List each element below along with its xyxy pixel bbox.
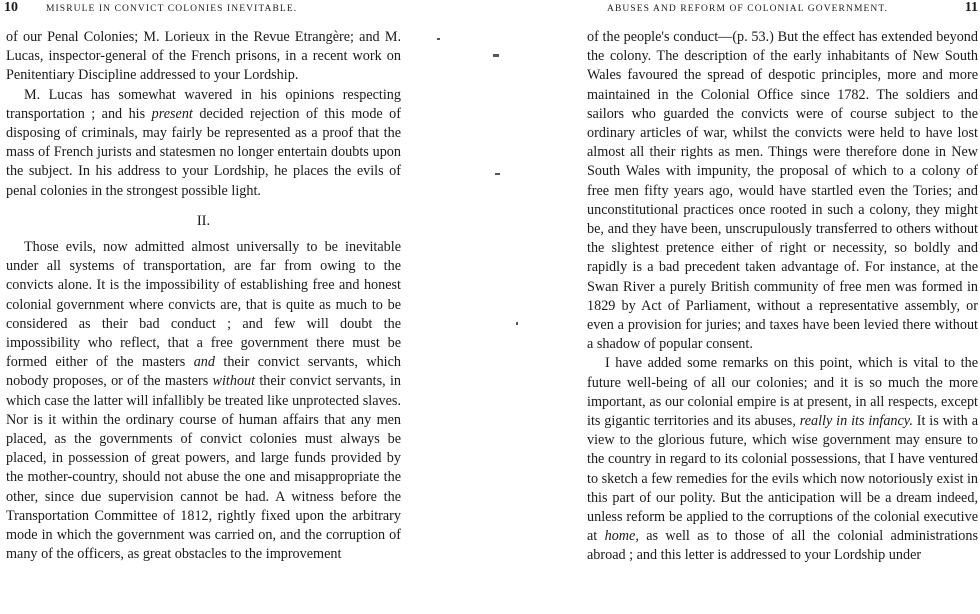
left-running-head: MISRULE IN CONVICT COLONIES INEVITABLE. (46, 4, 298, 14)
left-page-number: 10 (4, 0, 18, 15)
left-page-header (0, 0, 405, 18)
gutter-speck (493, 54, 499, 57)
left-page (0, 0, 405, 614)
right-paragraph-2: I have added some remarks on this point, which is vital to the future well-being of all our colonies; and it is so much the more important, as our colonial empire is at present, in all respects, except its gigantic territories and its abuses, really in its infancy. It is with a view to the glorious future, which wise government may ensure to the country in regard to its colonial possessions, that I have ventured to sketch a few remedies for the evils which now notoriously exist in this part of our polity. But the anticipation will be a dream indeed, unless reform be applied to the corruptions of the colonial executive at home, as well as to those of all the colonial administrations abroad ; and this letter is addressed to your Lordship under (587, 355, 979, 564)
right-paragraph-1: of the people's conduct—(p. 53.) But the effect has extended beyond the colony. The description of the early inhabitants of New South Wales favoured the spread of despotic principles, more and more maintained in the Colonial Office since 1782. The soldiers and sailors who guarded the convicts were of course subject to the ordinary articles of war, whilst the convicts were held to have lost almost all their rights as men. Things were therefore done in New South Wales with impunity, the proposal of which to a colony of free men fifty years ago, would have startled even the Tories; and unconstitutional practices once rooted in such a colony, they might be, and they have been, unscrupulously transferred to others without the slightest pretence either of right or necessity, so boldly and rapidly is a bad precedent taken advantage of. For instance, at the Swan River a purely British community of free men was formed in 1829 by Act of Parliament, without a representative assembly, or even a provision for juries; and taxes have been levied there without a shadow of popular consent. (587, 29, 978, 353)
gutter-speck (516, 322, 518, 325)
gutter-speck (495, 173, 500, 175)
right-running-head: ABUSES AND REFORM OF COLONIAL GOVERNMENT. (607, 4, 889, 14)
right-page-header (585, 0, 980, 18)
right-page-number: 11 (964, 0, 978, 15)
left-paragraph-2: M. Lucas has somewhat wavered in his opinions respecting transportation ; and his present decided rejection of this mode of disposing of criminals, may fairly be represented as a proof that the mass of French jurists and statesmen no longer entertain doubts upon the subject. In his address to your Lordship, he places the evils of penal colonies in the strongest possible light. (6, 86, 401, 199)
right-page-body (587, 28, 978, 566)
left-page-body (6, 28, 401, 564)
gutter-speck (437, 38, 440, 40)
left-paragraph-1: of our Penal Colonies; M. Lorieux in the Revue Etrangère; and M. Lucas, inspector-general of the French prisons, in a recent work on Penitentiary Discipline addressed to your Lordship. (6, 29, 401, 84)
gutter (405, 0, 585, 614)
right-page (585, 0, 980, 614)
section-heading: II. (196, 212, 211, 229)
left-paragraph-3: Those evils, now admitted almost universally to be inevitable under all systems of transportation, are far from owing to the convicts alone. It is the impossibility of establishing free and honest colonial government where convicts are, that is quite as much to be considered as their bad conduct ; and few will doubt the impossibility who reflect, that a free government there must be formed either of the masters and their convict servants, which nobody proposes, or of the masters without their convict servants, in which case the latter will infallibly be treated like unprotected slaves. Nor is it within the ordinary course of human affairs that any men placed, as the governments of convict colonies must always be placed, in possession of great powers, and large funds provided by the mother-country, should not abuse the one and misappropriate the other, since due supervision cannot be had. A witness before the Transportation Committee of 1812, rightly fixed upon the arbitrary mode in which the government was carried on, and the corruption of many of the officers, as great obstacles to the improvement (6, 239, 402, 563)
